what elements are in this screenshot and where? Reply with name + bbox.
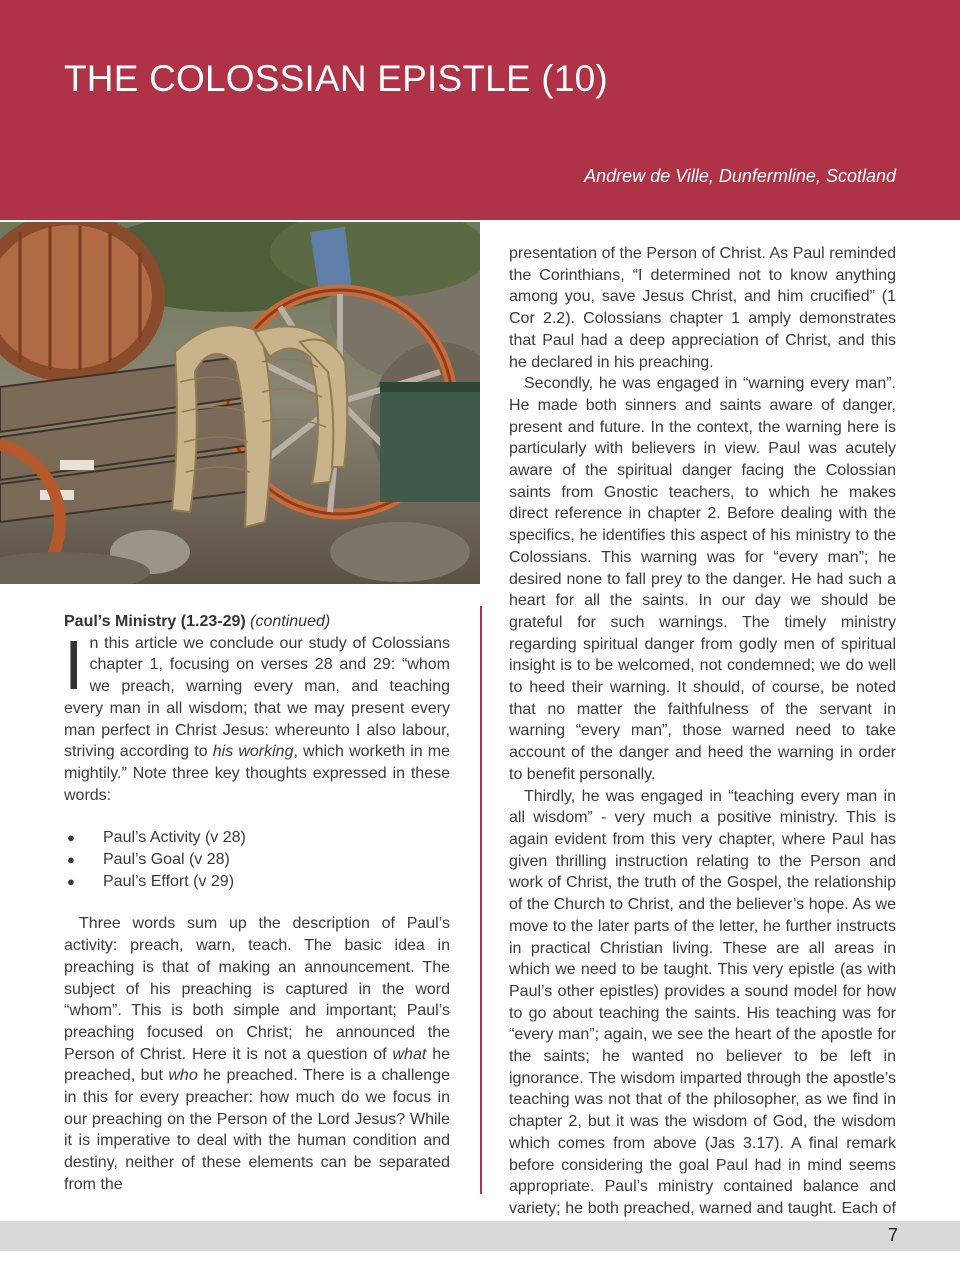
activity-text-part1: Three words sum up the description of Paul’s activity: preach, warn, teach. The basic idea in preaching is that of making an announcement. The subject of his preaching is captured in the word “whom”. This is both simple and important; Paul’s preaching focused on Christ; he announced the Person of Christ. Here it is not a question of (64, 915, 450, 1063)
emphasis-who: who (168, 1067, 198, 1085)
list-item: ● Paul’s Effort (v 29) (64, 871, 450, 893)
title-banner (0, 0, 960, 220)
intro-emphasis: his working (212, 743, 294, 761)
activity-paragraph (64, 913, 450, 1195)
activity-text-part3: he preached. There is a challenge in this for every preacher: how much do we focus in our preaching on the Person of the Lord Jesus? While it is imperative to deal with the human condition and destiny, neither of these elements can be separated from the (64, 1067, 450, 1193)
drop-cap: I (64, 625, 84, 704)
section-heading-text: Paul’s Ministry (1.23-29) (64, 613, 246, 630)
intro-text-before: n this article we conclude our study of Colossians chapter 1, focusing on verses 28 and 29: “whom we preach, warning every man, and teaching every man in all wisdom; that we may present every man perfect in Christ Jesus: whereunto I also labour, striving according to (64, 634, 450, 761)
page-number: 7 (887, 1225, 898, 1245)
author-byline: Andrew de Ville, Dunfermline, Scotland (584, 166, 896, 186)
section-heading-note: (continued) (250, 613, 331, 630)
key-thoughts-list (64, 827, 450, 892)
article-title: THE COLOSSIAN EPISTLE (10) (64, 58, 608, 99)
intro-paragraph (64, 625, 451, 807)
emphasis-what: what (392, 1045, 427, 1063)
list-item: ● Paul’s Activity (v 28) (64, 827, 450, 849)
rope-cart-illustration (0, 222, 480, 584)
body-paragraph-3: Thirdly, he was engaged in “teaching every man in all wisdom” - very much a positive ministry. This is again evident from this very chapter, where Paul has given thrilling instruction relating to the Person and work of Christ, the truth of the Gospel, the relationship of the Church to Christ, and the believer’s hope. As we move to the later parts of the letter, he further instructs in practical Christian living. These are all areas in which we need to be taught. This very epistle (as with Paul’s other epistles) provides a sound model for how to go about teaching the saints. His teaching was for “every man”; again, we see the heart of the apostle for the saints; he wanted no believer to be left in ignorance. The wisdom imparted through the apostle’s teaching was not that of the philosopher, as we find in chapter 2, but it was the wisdom of God, the wisdom which comes from above (Jas 3.17). A final remark before considering the goal Paul had in mind seems appropriate. Paul’s ministry contained balance and variety; he both preached, warned and taught. Each of (509, 787, 896, 1217)
list-item: ● Paul’s Goal (v 28) (64, 849, 450, 871)
activity-text-part2: he preached, but (64, 1045, 450, 1085)
left-text-column (64, 611, 450, 1196)
right-text-column (509, 243, 896, 1241)
intro-text-after: , which worketh in me mightily.” Note three key thoughts expressed in these words: (64, 743, 451, 804)
body-paragraph-1: presentation of the Person of Christ. As Paul reminded the Corinthians, “I determined not to know anything among you, save Jesus Christ, and him crucified” (1 Cor 2.2). Colossians chapter 1 amply demonstrates that Paul had a deep appreciation of Christ, and this he declared in his preaching. (509, 245, 896, 371)
section-heading (64, 611, 450, 633)
column-divider (480, 606, 482, 1194)
coiled-rope-cart-photo (0, 222, 480, 584)
body-paragraph-2: Secondly, he was engaged in “warning every man”. He made both sinners and saints aware of danger, present and future. In the context, the warning here is particularly with believers in view. Paul was acutely aware of the spiritual danger facing the Colossian saints from Gnostic teachers, to which he makes direct reference in chapter 2. Before dealing with the specifics, he identifies this aspect of his ministry to the Colossians. This warning was for “every man”; he desired none to fall prey to the danger. He had such a heart for all the saints. In our day we should be grateful for such warnings. The timely ministry regarding spiritual danger from godly men of spiritual insight is to be welcomed, not condemned; we do well to heed their warning. It should, of course, be noted that no matter the faithfulness of the servant in warning “every man”, those warned need to take account of the danger and heed the warning in order to benefit personally. (509, 375, 896, 783)
page-footer (0, 1221, 960, 1251)
